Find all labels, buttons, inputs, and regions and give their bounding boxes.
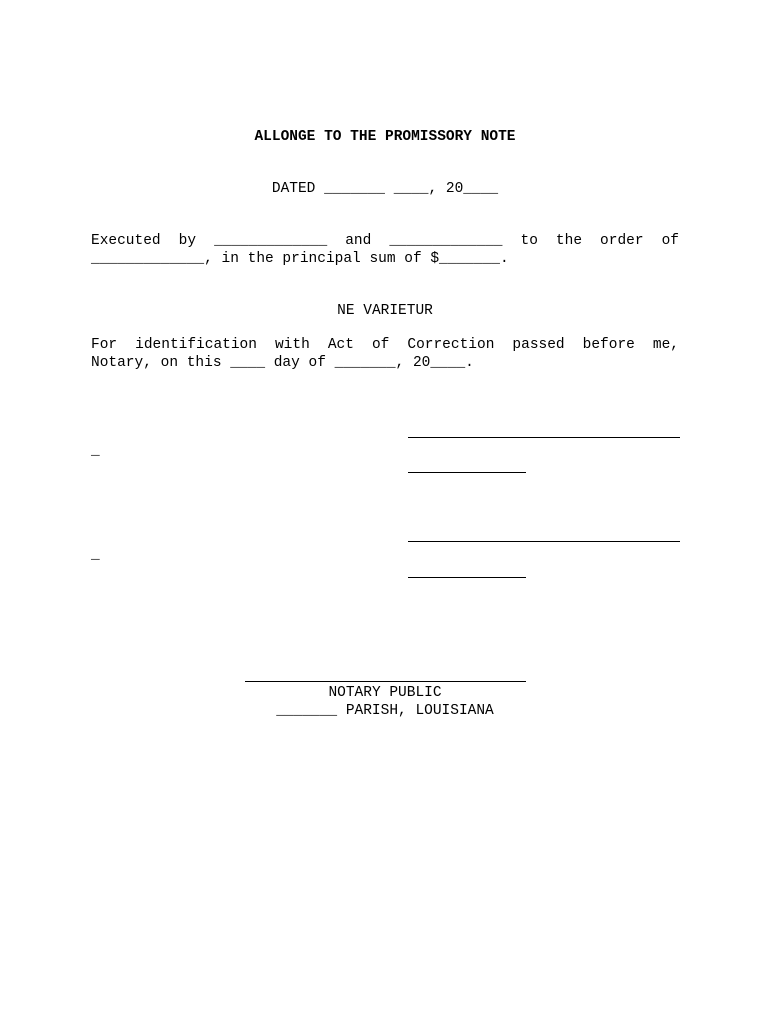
identification-line-2: Notary, on this ____ day of _______, 20____. — [91, 355, 474, 371]
signature-line-1 — [408, 437, 680, 438]
signature-dash-2: _ — [91, 547, 100, 563]
parish-label: _______ PARISH, LOUISIANA — [276, 703, 494, 719]
execution-paragraph — [91, 232, 679, 268]
signature-dash-1: _ — [91, 443, 100, 459]
document-title: ALLONGE TO THE PROMISSORY NOTE — [254, 129, 516, 145]
notary-signature-line — [245, 681, 526, 682]
notary-public-label: NOTARY PUBLIC — [328, 685, 442, 701]
execution-line-1: Executed by _____________ and _____________ to the order of — [91, 233, 679, 249]
identification-paragraph — [91, 336, 679, 372]
execution-line-2: _____________, in the principal sum of $_______. — [91, 251, 509, 267]
signature-line-2 — [408, 541, 680, 542]
signature-name-line-1 — [408, 472, 526, 473]
ne-varietur-heading: NE VARIETUR — [337, 303, 433, 319]
identification-line-1: For identification with Act of Correction passed before me, — [91, 337, 679, 353]
dated-line: DATED _______ ____, 20____ — [271, 181, 499, 197]
signature-name-line-2 — [408, 577, 526, 578]
